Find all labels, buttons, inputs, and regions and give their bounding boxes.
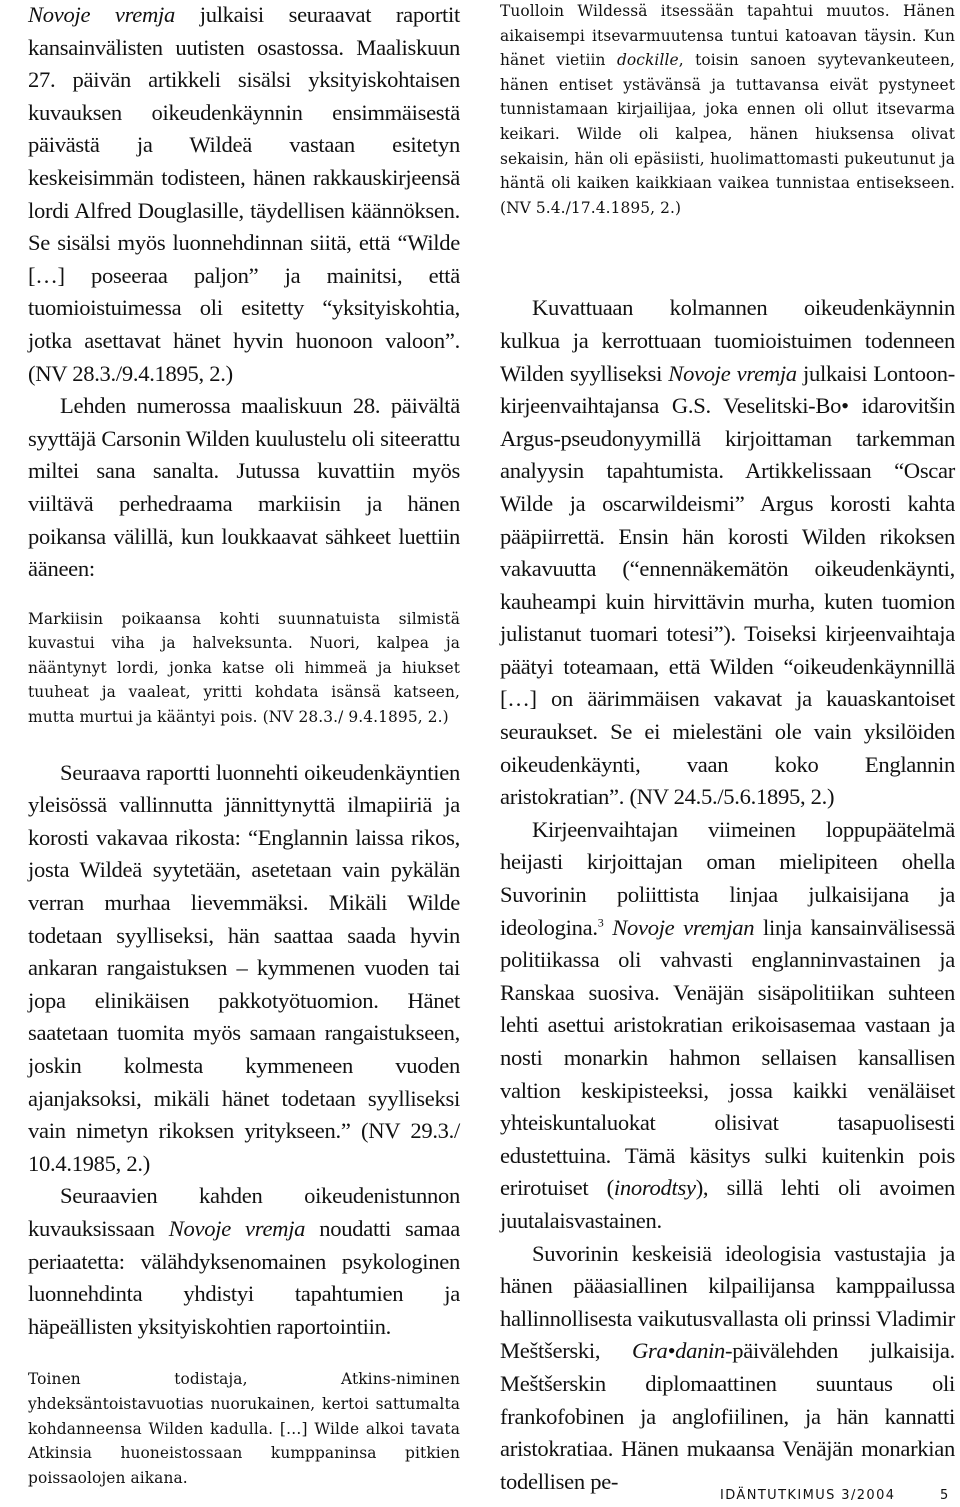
paragraph-conclusion: Kirjeenvaihtajan viimeinen loppupäätelmä heijasti kirjoittajan oman mielipiteen ohella Suvorinin poliittista linjaa julkaisijana ja ideologina.$^3$ Novoje vremjan linja kansainvälisessä politiikassa oli vahvasti englanninvastainen ja Ranskaa suosiva. Venäjän sisäpolitiikan suhteen lehti asettui aristokratian erikoisasemaa vastaan ja nosti monarkin hahmon sellaisen kansallisen valtion keskipisteeksi, jossa kaikki venäläiset yhteiskuntaluokat olisivat tasapuolisesti edustettuina. Tämä käsitys sulki kuitenkin pois erirotuiset (inorodtsy), sillä lehti oli avoimen juutalaisvastainen. [500,816,956,1233]
right-column [500,0,955,1498]
footnote-marker[interactable]: 3 [597,915,604,930]
newspaper-name: Gra•danin [631,1338,726,1364]
newspaper-name: Novoje vremja [168,1215,306,1241]
newspaper-name: Novoje vremjan [612,914,755,940]
page-footer [0,1488,960,1507]
paragraph-mestserski: Suvorinin keskeisiä ideologisia vastustajia ja hänen pääasiallinen kilpailijansa kamppailussa hallinnollisesta vaikutusvallasta oli prinssi Vladimir Meštšerski, Gra•danin-päivälehden julkaisija. Meštšerskin diplomaattinen suuntaus oli frankofobinen ja anglofiilinen, ja hän kannatti aristokratiaa. Hänen mukaansa Venäjän monarkian todellisen pe- [500,1240,955,1494]
paragraph-march-28: Lehden numerossa maaliskuun 28. päivältä syyttäjä Carsonin Wilden kuulustelu oli siteerattu miltei sana sanalta. Jutussa kuvattiin myös viiltävä perhedraama markiisin ja hänen poikansa välillä, kun loukkaavat sähkeet luettiin ääneen: [28,393,460,582]
block-quote-markiisi: Markiisin poikaansa kohti suunnatuista silmistä kuvastui viha ja halveksunta. Nuori, kalpea ja nääntynyt lordi, jonka katse oli himmeä ja hiukset tuuheat ja vaaleat, yritti kohdata isänsä katseen, mutta murtui ja kääntyi pois. (NV 28.3./ 9.4.1895, 2.) [28,609,460,727]
newspaper-name: Novoje vremja [28,2,176,27]
paragraph-intro: Novoje vremja julkaisi seuraavat raportit kansainvälisten uutisten osastossa. Maaliskuun 27. päivän artikkeli sisälsi yksityiskohtaisen kuvauksen oikeudenkäynnin ensimmäisestä päivästä ja Wildeä vastaan esitetyn keskeisimmän todisteen, hänen rakkauskirjeensä lordi Alfred Douglasille, täydellisen käännöksen. Se sisälsi myös luonnehdinnan siitä, että “Wilde […] poseeraa paljon” ja mainitsi, että tuomioistuimessa oli esitetty “yksityiskohtia, jotka asettavat hänet hyvin huonoon valoon”. (NV 28.3./9.4.1895, 2.) [28,2,460,386]
newspaper-name: Novoje vremja [668,360,797,386]
page-number: 5 [940,1488,950,1503]
block-quote-wilde-change: Tuolloin Wildessä itsessään tapahtui muutos. Hänen aikaisempi itsevarmuutensa tuntui katoavan täysin. Kun hänet vietiin dockille, toisin sanoen syytevankeuteen, hänen entiset ystävänsä ja tuttavansa eivät pystyneet tunnistamaan kirjailijaa, joka ennen oli ollut itsevarma keikari. Wilde oli kalpea, hänen hiuksensa olivat sekaisin, hän oli epäsiisti, huolimattomasti pukeutunut ja häntä oli kaiken kaikkiaan vaikea tunnistaa entisekseen. (NV 5.4./17.4.1895, 2.) [500,2,955,217]
magazine-issue: IDÄNTUTKIMUS 3/2004 [720,1488,896,1503]
left-column [28,0,460,1490]
paragraph-next-report: Seuraava raportti luonnehti oikeudenkäyntien yleisössä vallinnutta jännittynyttä ilmapiiriä ja korosti vakavaa rikosta: “Englannin laissa rikos, josta Wildeä syytetään, asetetaan vain pykälän verran murhaa lievemmäksi. Mikäli Wilde todetaan syylliseksi, hän saattaa saada hyvin ankaran rangaistuksen – kymmenen vuoden tai jopa elinikäisen pakkotyötuomion. Hänet saatetaan tuomita myös samaan rangaistukseen, joskin kolmesta kymmeneen vuoden ajanjaksoksi, mikäli hänet todetaan syylliseksi vain nimetyn rikoksen yritykseen.” (NV 29.3./ 10.4.1985, 2.) [28,759,460,1176]
paragraph-third-trial: Kuvattuaan kolmannen oikeudenkäynnin kulkua ja kerrottuaan tuomioistuimen todenneen Wilden syylliseksi Novoje vremja julkaisi Lontoon-kirjeenvaihtajansa G.S. Veselitski-Bo• idarovitšin Argus-pseudonyymillä kirjoittaman tarkemman analyysin tapahtumista. Artikkelissaan “Oscar Wilde ja oscarwildeismi” Argus korosti kahta pääpiirrettä. Ensin hän korosti Wilden rikoksen vakavuutta (“ennennäkemätön oikeudenkäynti, kauheampi kuin hirvittävin murha, kuten tuomion julistanut tuomari totesi”). Toiseksi kirjeenvaihtaja päätyi toteamaan, että Wilden “oikeudenkäynnillä […] on äärimmäisen vakavat ja kauaskantoiset seuraukset. Se ei mielestäni ole vain yksilöiden oikeudenkäynti, vaan koko Englannin aristokratian”. (NV 24.5./5.6.1895, 2.) [500,295,955,810]
block-quote-atkins: Toinen todistaja, Atkins-niminen yhdeksäntoistavuotias nuorukainen, kertoi sattumalta kohdanneensa Wilden kadulla. […] Wilde alkoi tavata Atkinsia huoneistossaan kumppaninsa pitkien poissaolojen aikana. [28,1370,460,1487]
paragraph-hearings: Seuraavien kahden oikeudenistunnon kuvauksissaan Novoje vremja noudatti samaa periaatetta: välähdyksenomainen psykologinen luonnehdinta yhdistyi tapahtumien ja häpeällisten yksityiskohtien raportointiin. [28,1183,460,1339]
